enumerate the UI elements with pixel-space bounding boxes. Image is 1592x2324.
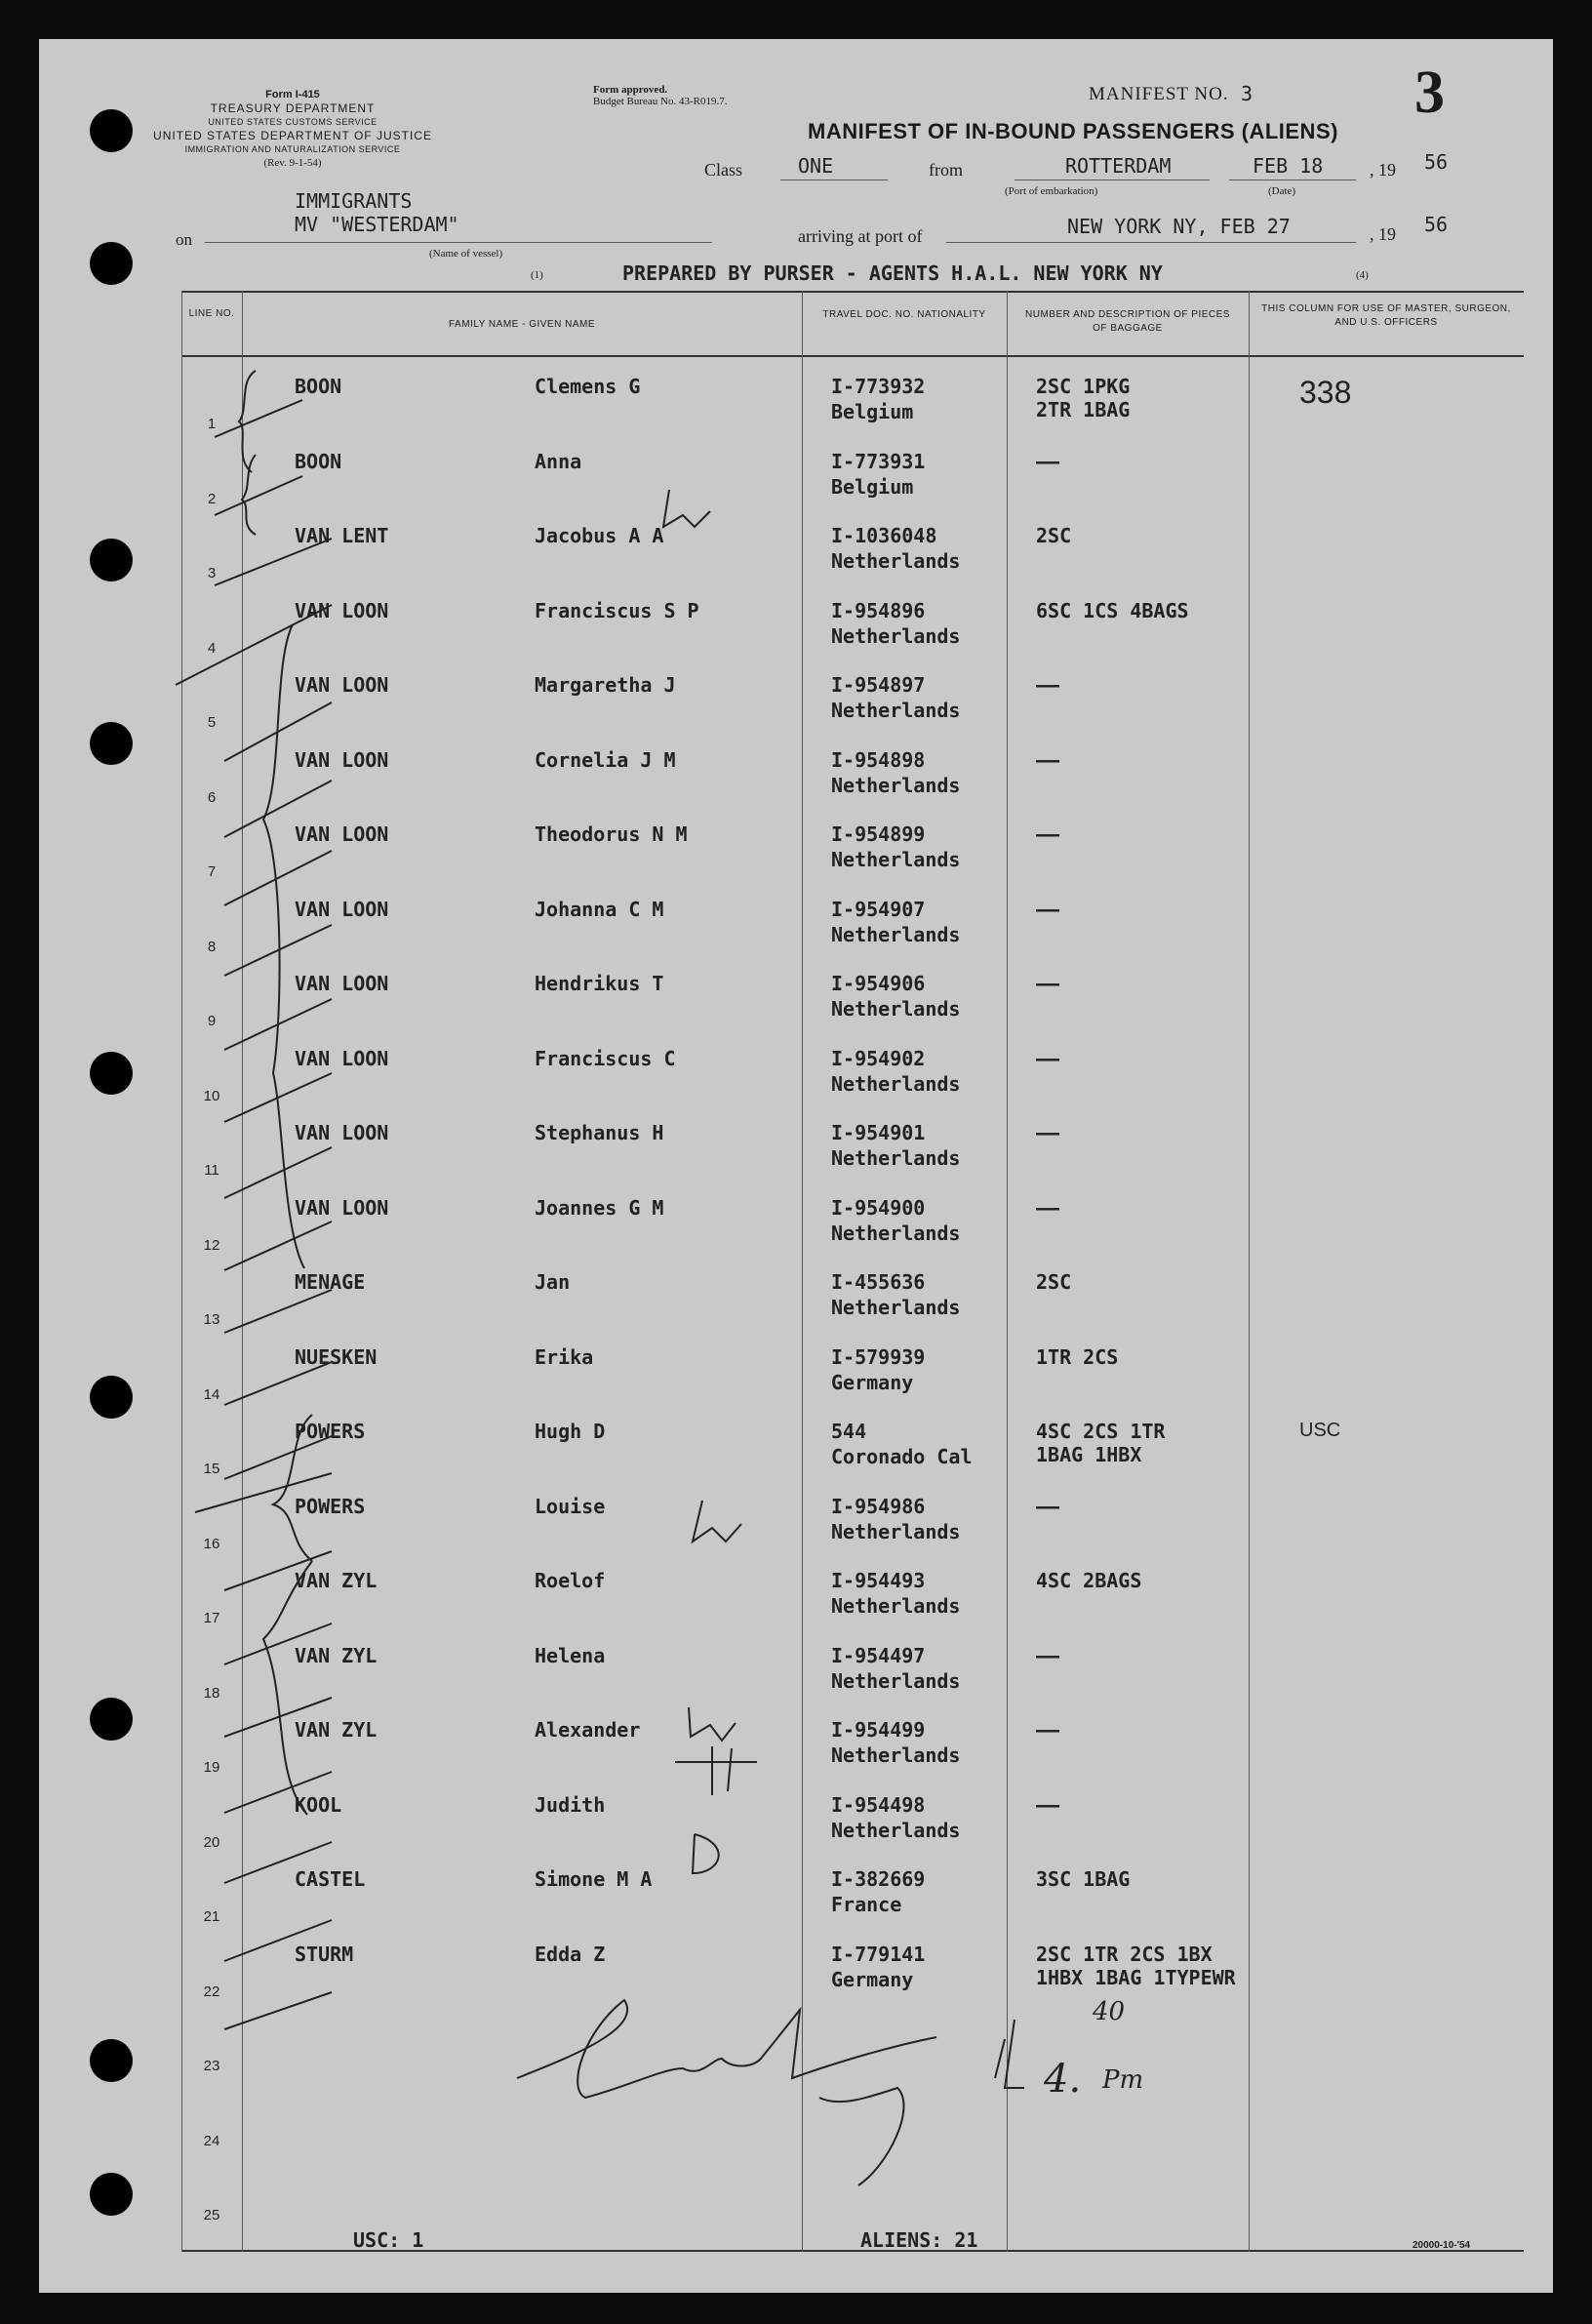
line-number: 6 <box>207 789 217 806</box>
line-number: 7 <box>207 863 217 880</box>
line-number: 10 <box>203 1088 220 1104</box>
baggage-line1: 3SC 1BAG <box>1036 1867 1131 1891</box>
nationality: Netherlands <box>831 1520 961 1543</box>
baggage-line1: —— <box>1036 450 1060 473</box>
family-name: VAN ZYL <box>295 1569 378 1592</box>
baggage-line1: —— <box>1036 1644 1060 1667</box>
line-number: 9 <box>207 1013 217 1029</box>
embark-date: FEB 18 <box>1253 154 1324 178</box>
col-header-line-text: LINE NO. <box>188 308 235 319</box>
travel-doc-no: 544 <box>831 1420 867 1443</box>
baggage-line1: —— <box>1036 748 1060 772</box>
baggage-line1: —— <box>1036 972 1060 995</box>
family-name: VAN LOON <box>295 1047 389 1070</box>
given-name: Simone M A <box>535 1867 653 1891</box>
line-number: 13 <box>203 1311 220 1328</box>
nationality: Netherlands <box>831 1146 961 1170</box>
travel-doc-no: I-954898 <box>831 748 926 772</box>
family-name: MENAGE <box>295 1270 366 1294</box>
nationality: Coronado Cal <box>831 1445 973 1468</box>
approved-text: Form approved. <box>593 84 668 96</box>
line-number: 3 <box>207 565 217 581</box>
given-name: Anna <box>535 450 582 473</box>
travel-doc-no: I-954907 <box>831 898 926 921</box>
arriving-label: arriving at port of <box>798 226 923 246</box>
nationality: Netherlands <box>831 624 961 648</box>
baggage-line1: —— <box>1036 1047 1060 1070</box>
baggage-line1: 4SC 2BAGS <box>1036 1569 1142 1592</box>
treasury-dept: TREASURY DEPARTMENT <box>210 101 376 115</box>
col-header-officers: THIS COLUMN FOR USE OF MASTER, SURGEON, AND U.S. OFFICERS <box>1261 303 1511 328</box>
col-header-baggage: NUMBER AND DESCRIPTION OF PIECES OF BAGGAGE <box>1025 309 1230 334</box>
line-number: 12 <box>203 1237 220 1254</box>
line-number: 24 <box>203 2133 220 2149</box>
line-number: 1 <box>207 416 217 432</box>
family-name: VAN LOON <box>295 1196 389 1220</box>
nationality: Netherlands <box>831 997 961 1021</box>
given-name: Judith <box>535 1793 606 1817</box>
line-number: 17 <box>203 1610 220 1626</box>
family-name: VAN LOON <box>295 898 389 921</box>
given-name: Louise <box>535 1495 606 1518</box>
handwriting-overlay <box>39 39 1553 2293</box>
travel-doc-no: I-954902 <box>831 1047 926 1070</box>
print-code: 20000-10-'54 <box>1413 2240 1471 2251</box>
travel-doc-no: I-1036048 <box>831 524 937 547</box>
travel-doc-no: I-954493 <box>831 1569 926 1592</box>
sig-time-sub: Pm <box>1102 2065 1144 2095</box>
page-number: 3 <box>1414 60 1445 126</box>
travel-doc-no: I-579939 <box>831 1345 926 1369</box>
usc-total: USC: 1 <box>353 2228 424 2252</box>
sig-time-sup: 40 <box>1093 1997 1126 2026</box>
line-number: 2 <box>207 491 217 507</box>
family-name: VAN LOON <box>295 748 389 772</box>
given-name: Stephanus H <box>535 1121 664 1144</box>
nationality: Netherlands <box>831 1594 961 1618</box>
nationality: Belgium <box>831 475 914 499</box>
travel-doc-no: I-954899 <box>831 822 926 846</box>
given-name: Roelof <box>535 1569 606 1592</box>
family-name: STURM <box>295 1943 354 1966</box>
line-number: 14 <box>203 1386 220 1403</box>
given-name: Jacobus A A <box>535 524 664 547</box>
baggage-line1: 2SC 1PKG <box>1036 375 1131 398</box>
travel-doc-no: I-954497 <box>831 1644 926 1667</box>
aliens-total: ALIENS: 21 <box>860 2228 978 2252</box>
family-name: POWERS <box>295 1495 366 1518</box>
manifest-no: 3 <box>1241 82 1254 105</box>
baggage-line1: 6SC 1CS 4BAGS <box>1036 599 1189 622</box>
family-name: VAN ZYL <box>295 1644 378 1667</box>
line-number: 5 <box>207 714 217 731</box>
baggage-line1: —— <box>1036 1718 1060 1742</box>
travel-doc-no: I-954986 <box>831 1495 926 1518</box>
given-name: Hendrikus T <box>535 972 664 995</box>
travel-doc-no: I-382669 <box>831 1867 926 1891</box>
given-name: Theodorus N M <box>535 822 688 846</box>
baggage-line1: —— <box>1036 1121 1060 1144</box>
line-number: 15 <box>203 1461 220 1477</box>
family-name: VAN LOON <box>295 599 389 622</box>
line-number: 18 <box>203 1685 220 1702</box>
nationality: Netherlands <box>831 1072 961 1096</box>
baggage-line1: —— <box>1036 1196 1060 1220</box>
family-name: BOON <box>295 450 342 473</box>
line-number: 11 <box>204 1162 219 1179</box>
family-name: VAN LENT <box>295 524 389 547</box>
family-name: POWERS <box>295 1420 366 1443</box>
baggage-line1: —— <box>1036 1495 1060 1518</box>
bracket-mark <box>263 1561 312 1815</box>
form-revision: (Rev. 9-1-54) <box>263 157 322 169</box>
officer-note: USC <box>1299 1420 1341 1441</box>
travel-doc-no: I-954900 <box>831 1196 926 1220</box>
travel-doc-no: I-779141 <box>831 1943 926 1966</box>
given-name: Margaretha J <box>535 673 676 697</box>
col-header-name: FAMILY NAME - GIVEN NAME <box>449 319 595 330</box>
given-name: Cornelia J M <box>535 748 676 772</box>
note-4: (4) <box>1356 269 1369 281</box>
given-name: Alexander <box>535 1718 641 1742</box>
travel-doc-no: I-954896 <box>831 599 926 622</box>
class-label: Class <box>704 160 743 180</box>
given-name: Helena <box>535 1644 606 1667</box>
family-name: VAN LOON <box>295 1121 389 1144</box>
col-header-doc: TRAVEL DOC. NO. NATIONALITY <box>822 309 986 320</box>
line-number: 8 <box>207 939 217 955</box>
baggage-line1: 1TR 2CS <box>1036 1345 1119 1369</box>
form-number: Form I-415 <box>265 89 320 100</box>
line-number: 25 <box>203 2207 220 2224</box>
given-name: Franciscus S P <box>535 599 699 622</box>
family-name: VAN LOON <box>295 673 389 697</box>
line-number: 23 <box>203 2058 220 2074</box>
line-number: 16 <box>203 1536 220 1552</box>
manifest-sheet <box>39 39 1553 2293</box>
officer-note: 338 <box>1299 375 1352 410</box>
baggage-line1: 4SC 2CS 1TR <box>1036 1420 1166 1443</box>
family-name: BOON <box>295 375 342 398</box>
arrival-year: 56 <box>1424 213 1449 236</box>
justice-dept: UNITED STATES DEPARTMENT OF JUSTICE <box>153 129 432 142</box>
line-number: 20 <box>203 1834 220 1851</box>
nationality: Germany <box>831 1968 914 1991</box>
given-name: Clemens G <box>535 375 641 398</box>
family-name: NUESKEN <box>295 1345 378 1369</box>
baggage-line2: 1BAG 1HBX <box>1036 1443 1142 1466</box>
line-number: 4 <box>207 640 217 657</box>
given-name: Johanna C M <box>535 898 664 921</box>
nationality: Netherlands <box>831 1669 961 1693</box>
travel-doc-no: I-954897 <box>831 673 926 697</box>
given-name: Franciscus C <box>535 1047 676 1070</box>
given-name: Jan <box>535 1270 571 1294</box>
travel-doc-no: I-954498 <box>831 1793 926 1817</box>
note-1: (1) <box>531 269 543 281</box>
baggage-line1: 2SC <box>1036 1270 1072 1294</box>
class-value: ONE <box>798 154 834 178</box>
date-note: (Date) <box>1268 185 1296 197</box>
port-of-embarkation: ROTTERDAM <box>1065 154 1172 178</box>
baggage-line2: 1HBX 1BAG 1TYPEWR <box>1036 1966 1236 1989</box>
travel-doc-no: I-954499 <box>831 1718 926 1742</box>
baggage-line1: 2SC 1TR 2CS 1BX <box>1036 1943 1213 1966</box>
travel-doc-no: I-455636 <box>831 1270 926 1294</box>
prepared-by: PREPARED BY PURSER - AGENTS H.A.L. NEW YORK NY <box>622 261 1163 285</box>
manifest-title: MANIFEST OF IN-BOUND PASSENGERS (ALIENS) <box>808 119 1338 143</box>
baggage-line2: 2TR 1BAG <box>1036 398 1131 421</box>
travel-doc-no: I-773931 <box>831 450 926 473</box>
line-number: 22 <box>203 1983 220 2000</box>
vessel-line1: IMMIGRANTS <box>295 189 413 213</box>
sig-time: 4. <box>1044 2057 1082 2102</box>
nationality: Netherlands <box>831 774 961 797</box>
nationality: Netherlands <box>831 1819 961 1842</box>
embark-year: 56 <box>1424 150 1449 174</box>
nationality: Netherlands <box>831 1222 961 1245</box>
family-name: KOOL <box>295 1793 342 1817</box>
given-name: Joannes G M <box>535 1196 664 1220</box>
on-label: on <box>176 230 192 249</box>
port-embark-note: (Port of embarkation) <box>1005 185 1098 197</box>
nationality: Netherlands <box>831 1296 961 1319</box>
family-name: CASTEL <box>295 1867 366 1891</box>
nationality: Netherlands <box>831 1743 961 1767</box>
line-number: 19 <box>203 1759 220 1776</box>
nationality: Netherlands <box>831 848 961 871</box>
nationality: Netherlands <box>831 699 961 722</box>
bracket-mark <box>242 455 256 535</box>
line-number: 21 <box>203 1908 220 1925</box>
given-name: Hugh D <box>535 1420 606 1443</box>
family-name: VAN LOON <box>295 822 389 846</box>
given-name: Edda Z <box>535 1943 606 1966</box>
ins-service: IMMIGRATION AND NATURALIZATION SERVICE <box>184 144 401 154</box>
nationality: Netherlands <box>831 923 961 946</box>
nationality: Belgium <box>831 400 914 423</box>
baggage-line1: —— <box>1036 673 1060 697</box>
given-name: Erika <box>535 1345 594 1369</box>
year-prefix-2: , 19 <box>1370 224 1396 244</box>
family-name: VAN LOON <box>295 972 389 995</box>
arrival-port-date: NEW YORK NY, FEB 27 <box>1067 215 1291 238</box>
budget-bureau: Budget Bureau No. 43-R019.7. <box>593 96 728 107</box>
baggage-line1: —— <box>1036 1793 1060 1817</box>
vessel-note: (Name of vessel) <box>429 248 503 260</box>
travel-doc-no: I-954906 <box>831 972 926 995</box>
from-label: from <box>929 160 963 180</box>
baggage-line1: —— <box>1036 898 1060 921</box>
baggage-line1: —— <box>1036 822 1060 846</box>
nationality: Germany <box>831 1371 914 1394</box>
manifest-no-label: MANIFEST NO. <box>1089 84 1229 104</box>
travel-doc-no: I-773932 <box>831 375 926 398</box>
vessel-name: MV "WESTERDAM" <box>295 213 459 236</box>
travel-doc-no: I-954901 <box>831 1121 926 1144</box>
nationality: France <box>831 1893 902 1916</box>
family-name: VAN ZYL <box>295 1718 378 1742</box>
customs-service: UNITED STATES CUSTOMS SERVICE <box>208 117 378 127</box>
year-prefix: , 19 <box>1370 160 1396 180</box>
baggage-line1: 2SC <box>1036 524 1072 547</box>
nationality: Netherlands <box>831 549 961 573</box>
